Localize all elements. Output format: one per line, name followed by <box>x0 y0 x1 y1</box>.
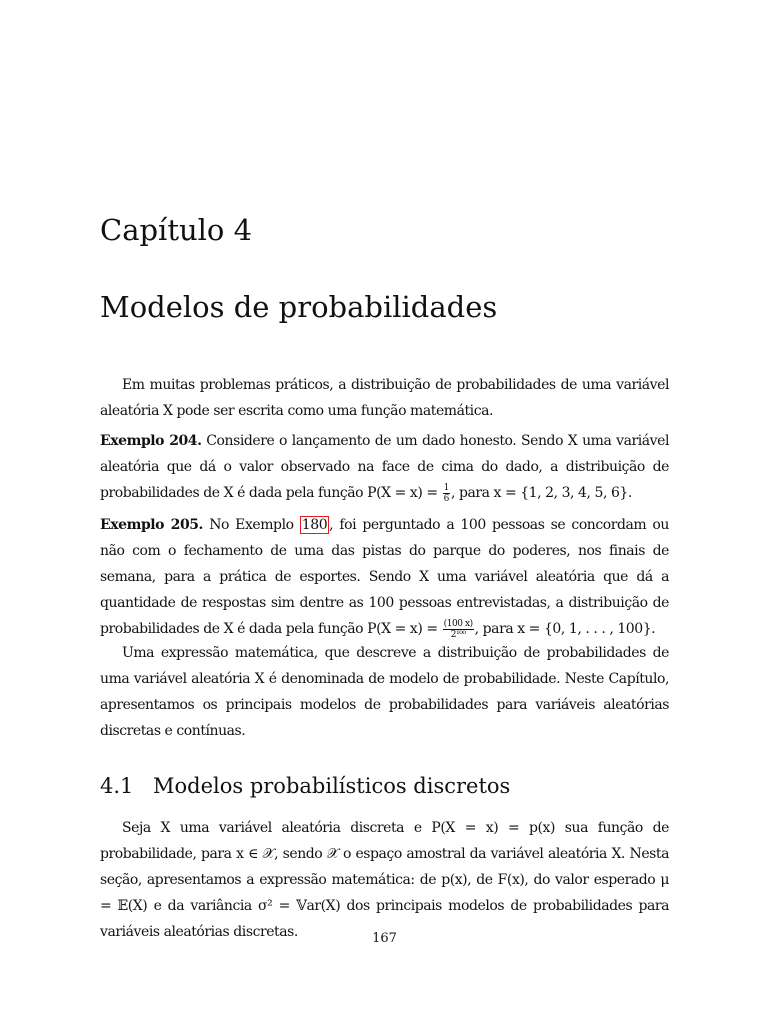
chapter-label: Capítulo 4 <box>100 213 253 247</box>
section-heading <box>100 771 510 801</box>
example-204-text: Considere o lançamento de um dado honesto. Sendo X uma variável aleatória que dá o valor observado na face de cima do dado, a distribuição de probabilidades de X é dada pela função P(X = x) = <box>100 433 669 501</box>
document-page <box>100 0 669 1024</box>
fraction-denominator: 6 <box>443 493 449 504</box>
example-204-text-end: , para x = {1, 2, 3, 4, 5, 6}. <box>450 485 632 501</box>
example-reference-link[interactable]: 180 <box>301 517 328 533</box>
example-205-text-mid: , foi perguntado a 100 pessoas se concordam ou não com o fechamento de uma das pistas do parque do poderes, nos finais de semana, para a prática de esportes. Sendo X uma variável aleatória que dá a quantidade de respostas sim dentre as 100 pessoas entrevistadas, a distribuição de probabilidades de X é dada pela função P(X = x) = <box>100 517 669 637</box>
fraction-denominator: 2¹⁰⁰ <box>450 629 466 640</box>
fraction-one-sixth <box>443 483 450 504</box>
example-205-label: Exemplo 205. <box>100 517 203 533</box>
fraction-binomial <box>443 619 474 640</box>
example-204 <box>100 428 669 506</box>
example-204-label: Exemplo 204. <box>100 433 202 449</box>
page-number: 167 <box>372 931 397 946</box>
model-definition-paragraph: Uma expressão matemática, que descreve a distribuição de probabilidades de uma variável aleatória X é denominada de modelo de probabilidade. Neste Capítulo, apresentamos os principais modelos de probabilidades para variáveis aleatórias discretas e contínuas. <box>100 645 669 739</box>
example-205-text-end: , para x = {0, 1, . . . , 100}. <box>474 621 656 637</box>
section-number: 4.1 <box>100 774 134 798</box>
example-205 <box>100 512 669 642</box>
chapter-title: Modelos de probabilidades <box>100 290 498 324</box>
fraction-numerator: (100 x) <box>443 618 473 629</box>
example-205-text: No Exemplo <box>209 517 300 533</box>
section-title: Modelos probabilísticos discretos <box>153 774 511 798</box>
intro-paragraph: Em muitas problemas práticos, a distribuição de probabilidades de uma variável aleatória X pode ser escrita como uma função matemática. <box>100 377 669 419</box>
section-paragraph: Seja X uma variável aleatória discreta e P(X = x) = p(x) sua função de probabilidade, para x ∈ 𝒳, sendo 𝒳 o espaço amostral da variável aleatória X. Nesta seção, apresentamos a expressão matemática: de p(x), de F(x), do valor esperado μ = 𝔼(X) e da variância σ² = 𝕍ar(X) dos principais modelos de probabilidades para variáveis aleatórias discretas. <box>100 820 669 940</box>
fraction-numerator: 1 <box>443 482 449 493</box>
